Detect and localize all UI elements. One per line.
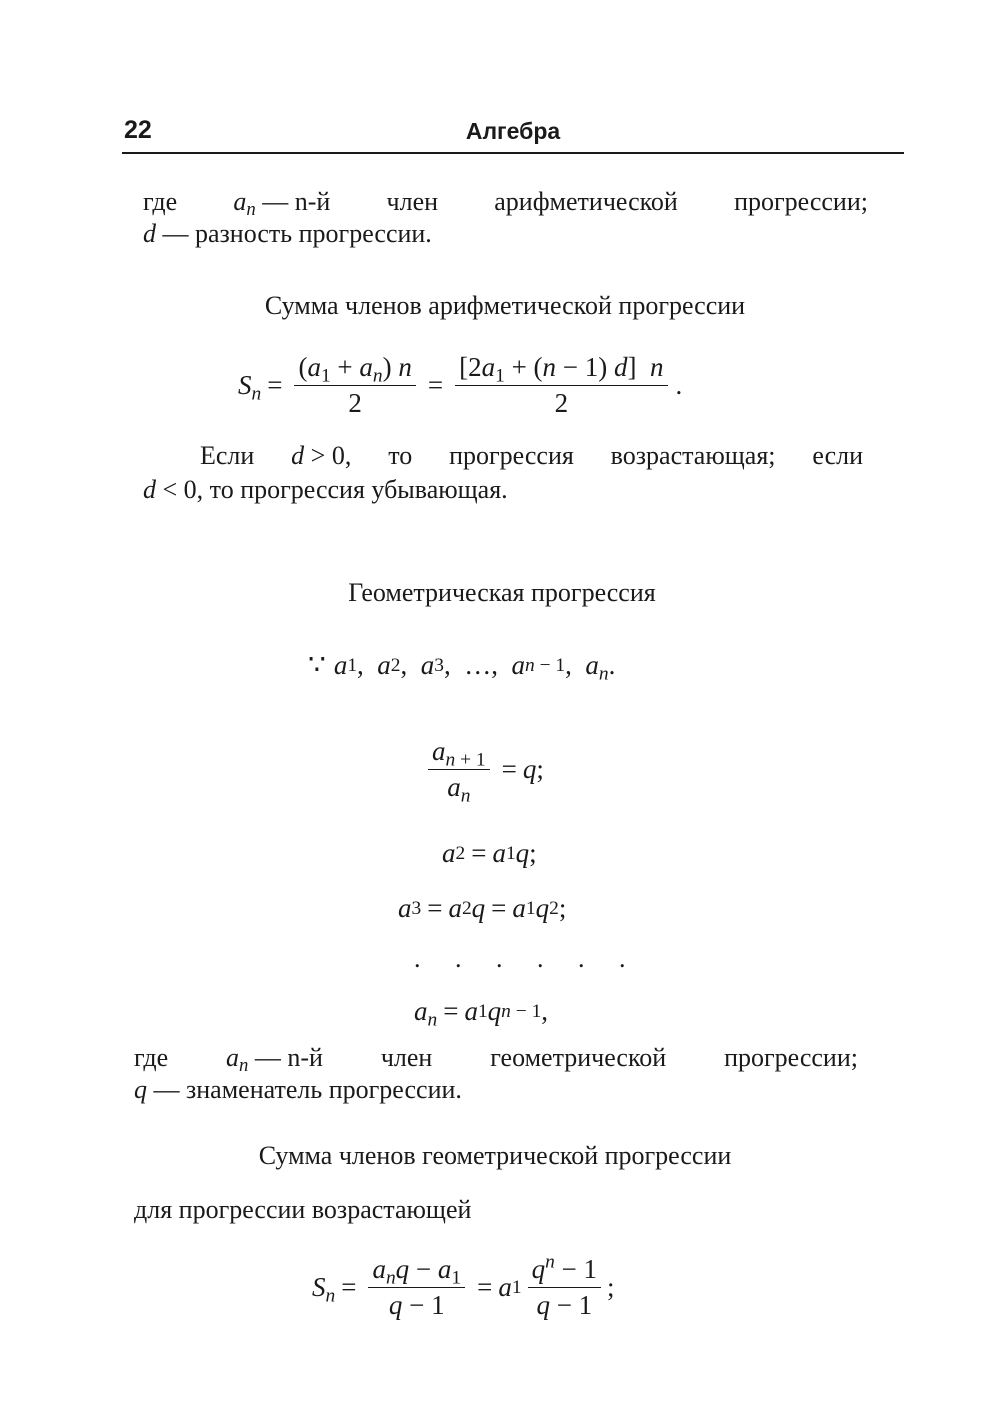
term-an: $a_n$ — n-й — [226, 1043, 323, 1077]
geom-an-formula: $a_n$ = a 1 q n − 1 , — [414, 996, 549, 1031]
header-rule — [122, 152, 904, 154]
therefore-sign-icon: ∵ — [308, 649, 326, 681]
ellipsis-dots: . . . . . . — [414, 944, 640, 973]
arith-monotonic-line2: d < 0, то прогрессия убывающая. — [143, 475, 508, 504]
running-title: Алгебра — [465, 118, 561, 144]
arith-sum-fraction-1: $\frac{(a_1 + a_n) n}{2}$ — [294, 352, 415, 419]
arith-where-line2: d — разность прогрессии. — [143, 219, 432, 248]
arith-sum-fraction-2: $\frac{[2a_1 + (n - 1) d] n}{2}$ — [455, 352, 667, 419]
arith-sum-heading: Сумма членов арифметической прогрессии — [264, 291, 746, 320]
page-number: 22 — [124, 116, 152, 144]
arith-where-line1 — [143, 186, 868, 221]
geom-ratio-formula: $\frac{a_{n + 1}}{a_n}$ = q ; — [428, 736, 544, 803]
geom-a2-formula: a 2 = a 1 q ; — [442, 838, 537, 868]
arith-sum-formula: $S_n$ = $\frac{(a_1 + a_n) n}{2}$ = $\frac{[2a_1 + (n - 1) d] n}{2}$ . — [238, 352, 683, 418]
geom-where-line1: где $a_n$ — n-й член геометрической прогрессии; — [134, 1043, 858, 1077]
geom-sum-fraction-1: $\frac{a_nq - a_1}{q - 1}$ — [368, 1254, 465, 1321]
geom-sequence: ∵ a 1 , a 2 , a 3 , … , a n − 1 , $a_n$ . — [308, 649, 616, 685]
word-where: где — [143, 187, 178, 216]
geom-sum-fraction-2: $\frac{q^n - 1}{q - 1}$ — [528, 1254, 601, 1321]
word-arithmetic: арифметической — [494, 187, 678, 216]
word-progression: прогрессии; — [734, 187, 868, 216]
geom-sum-heading: Сумма членов геометрической прогрессии — [258, 1141, 732, 1170]
geom-heading: Геометрическая прогрессия — [348, 578, 656, 607]
geom-increasing-label: для прогрессии возрастающей — [134, 1195, 472, 1224]
word-member: член — [386, 187, 439, 216]
geom-a3-formula: a 3 = a 2 q = a 1 q 2 ; — [398, 893, 567, 923]
cond-d-positive: d > 0, — [291, 441, 352, 470]
term-an: $a_n$ — n-й — [233, 187, 331, 221]
geom-where-line2: q — знаменатель прогрессии. — [134, 1075, 462, 1104]
arith-monotonic-line1: Если d > 0, то прогрессия возрастающая; если — [200, 441, 863, 470]
geom-sum-formula: $S_n$ = $\frac{a_nq - a_1}{q - 1}$ = a 1 $\frac{q^n - 1}{q - 1}$ ; — [312, 1251, 615, 1320]
